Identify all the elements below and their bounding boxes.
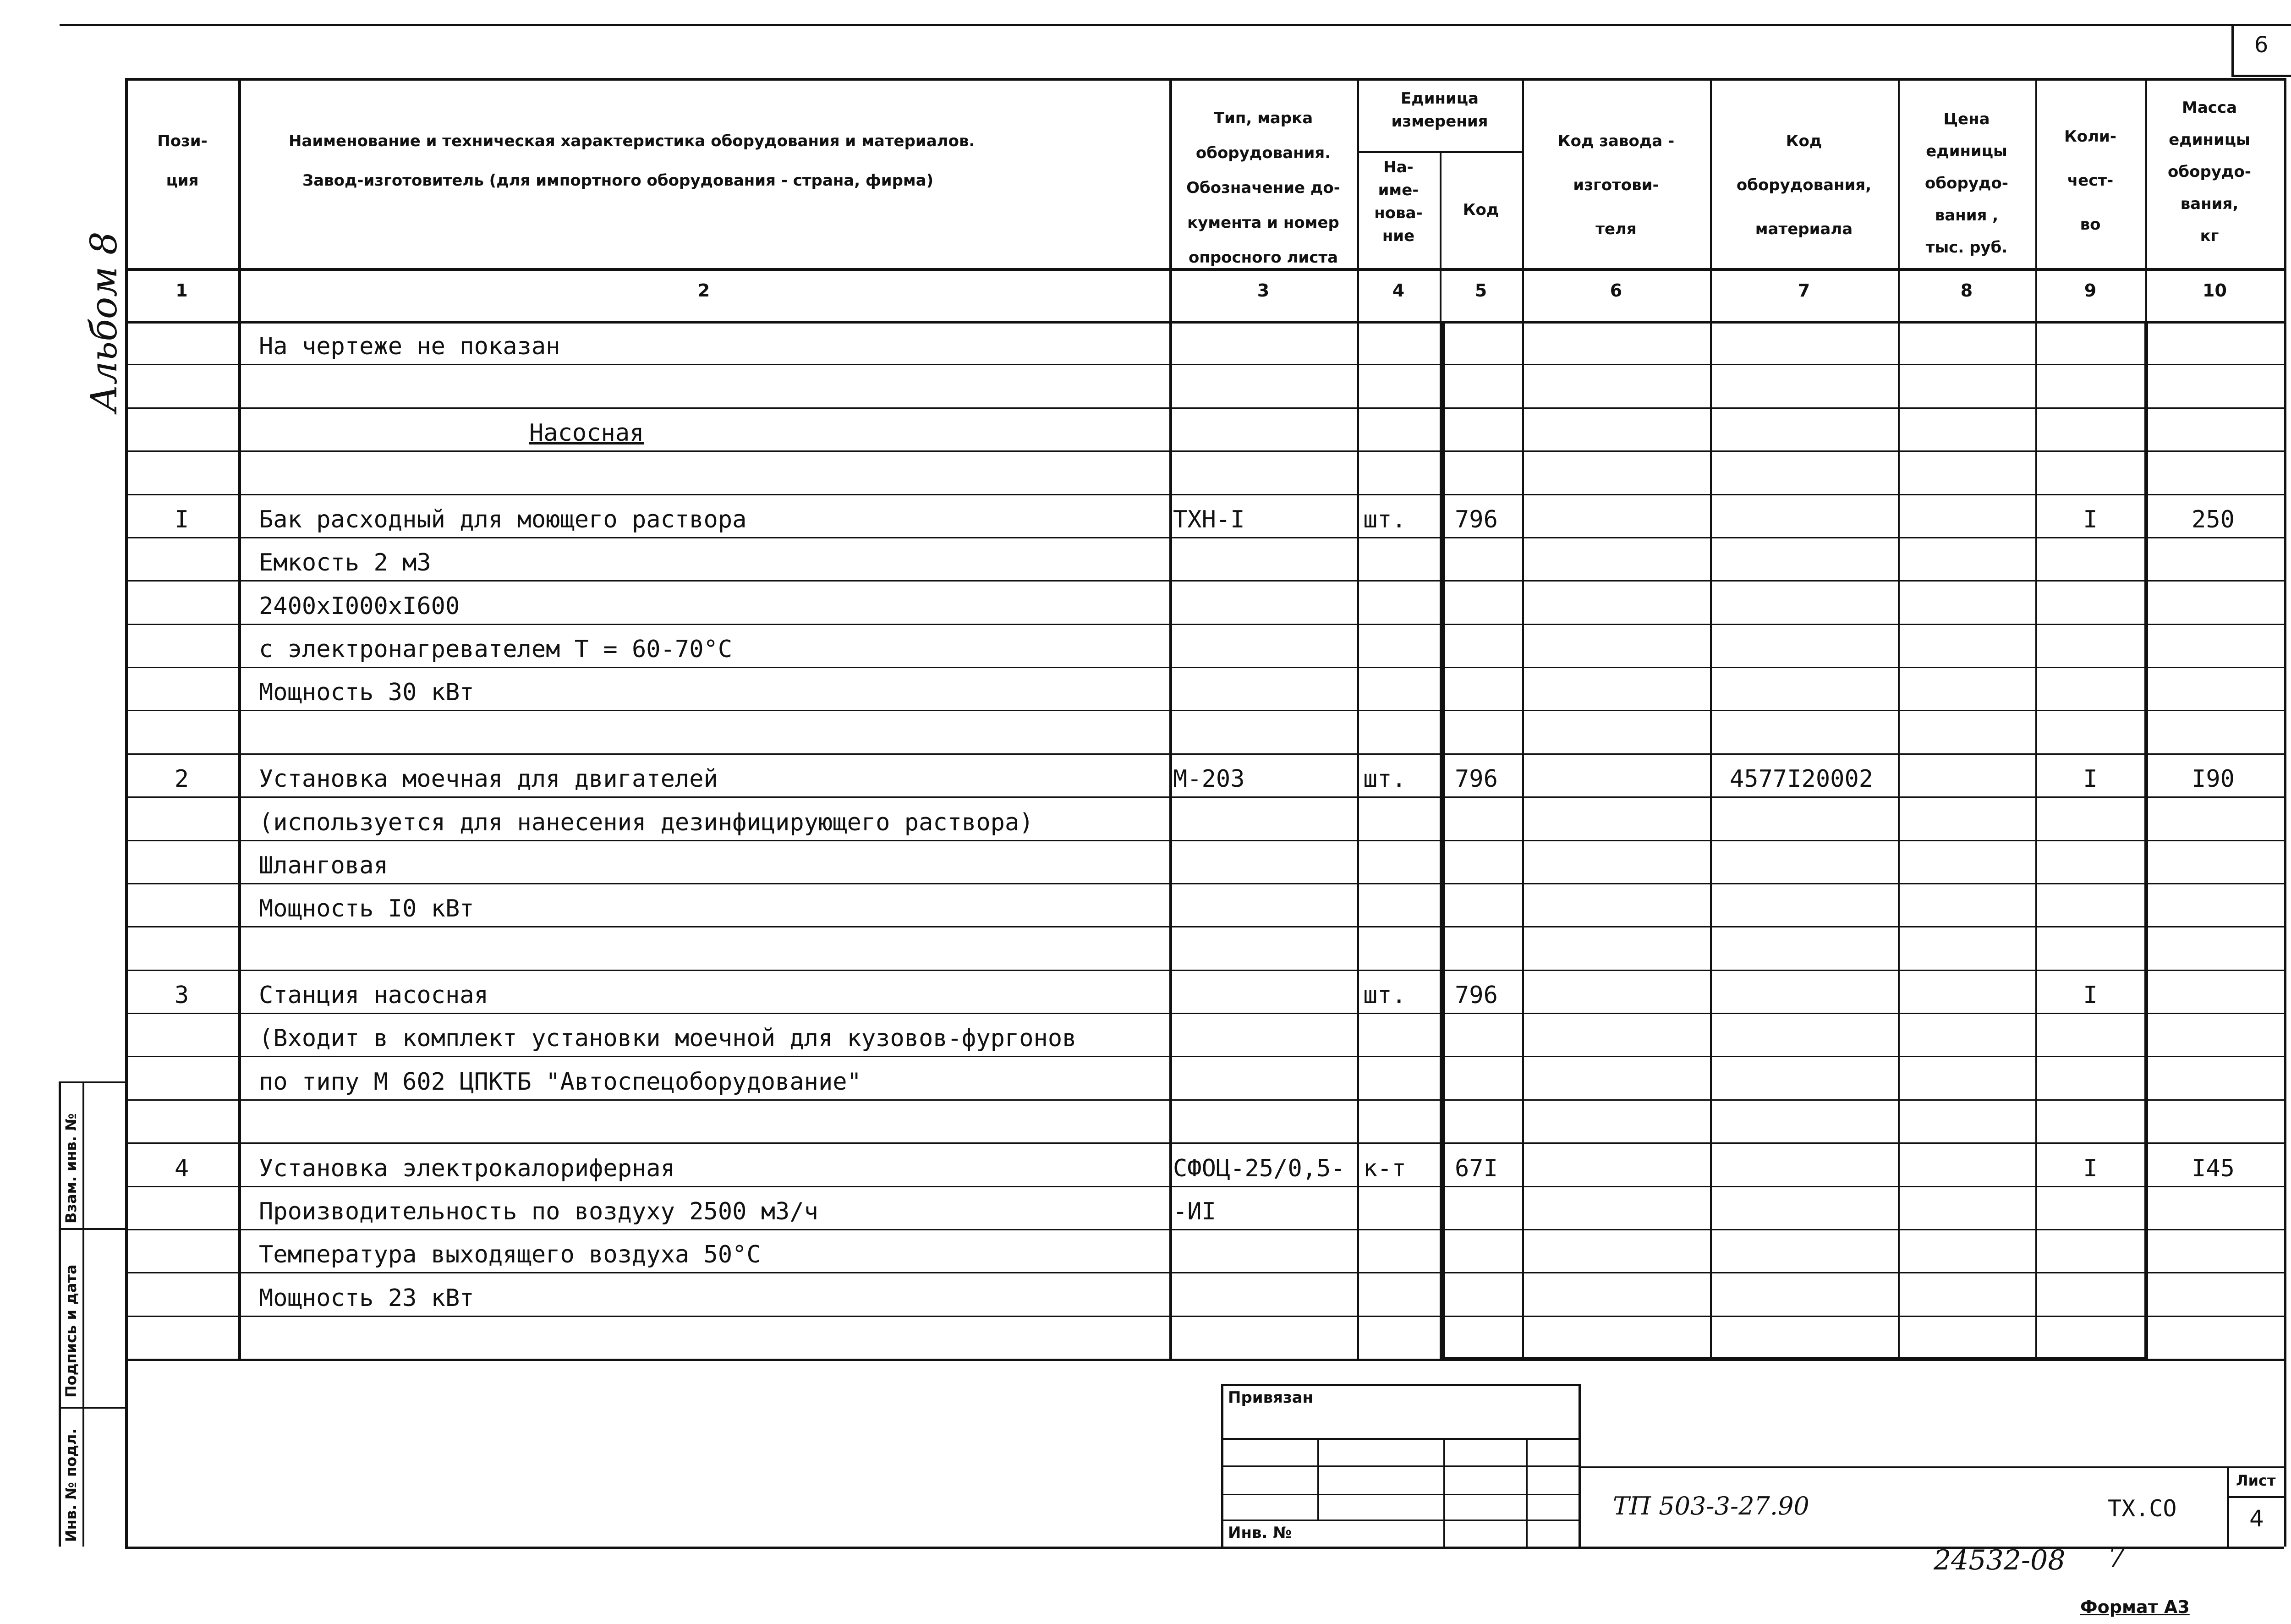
column-number: 2 (697, 280, 710, 301)
side-vzam-label: Взам. инв. № (62, 1113, 80, 1223)
row-name: Мощность 23 кВт (259, 1284, 474, 1312)
album-label: Альбом 8 (82, 231, 125, 412)
column-number: 8 (1960, 280, 1973, 301)
row-name: Станция насосная (259, 982, 488, 1009)
row-name: Мощность I0 кВт (259, 895, 474, 923)
row-unit: шт. (1363, 982, 1406, 1009)
header-mass: Масса единицы оборудо- вания, кг (2168, 99, 2251, 245)
row-name: (Входит в комплект установки моечной для кузовов-фургонов (259, 1025, 1077, 1053)
row-name: Установка электрокалориферная (259, 1154, 675, 1182)
header-unit-name: На- име- нова- ние (1374, 158, 1423, 245)
row-name: Мощность 30 кВт (259, 679, 474, 707)
header-type: Тип, марка оборудования. Обозначение до- кумента и номер опросного листа (1186, 109, 1340, 267)
row-eq_code: 4577I20002 (1730, 765, 1874, 793)
document-code: ТП 503-3-27.90 (1613, 1492, 1809, 1520)
row-name: Бак расходный для моющего раствора (259, 505, 747, 533)
header-quantity: Коли- чест- во (2064, 127, 2116, 234)
sheet-top-number: 6 (2254, 32, 2269, 58)
row-code: 67I (1455, 1154, 1498, 1182)
row-code: 796 (1455, 505, 1498, 533)
row-name: Температура выходящего воздуха 50°С (259, 1241, 761, 1269)
header-unit-code: Код (1463, 201, 1499, 219)
archive-number: 24532-08 (1934, 1544, 2066, 1576)
row-mass: I90 (2192, 765, 2235, 793)
sheet-label: Лист (2236, 1472, 2276, 1489)
row-name: Установка моечная для двигателей (259, 765, 718, 793)
row-pos: 4 (174, 1154, 189, 1182)
row-qty: I (2083, 505, 2098, 533)
column-number: 6 (1610, 280, 1622, 301)
row-mass: 250 (2192, 505, 2235, 533)
header-name: Наименование и техническая характеристика оборудования и материалов. Завод-изготовитель (для импортного оборудования - страна, фирма) (289, 132, 975, 190)
row-unit: к-т (1363, 1154, 1406, 1182)
column-number: 1 (175, 280, 188, 301)
row-unit: шт. (1363, 505, 1406, 533)
header-position: Пози- ция (157, 132, 208, 190)
row-name: по типу М 602 ЦПКТБ "Автоспецоборудование" (259, 1068, 861, 1096)
row-name: с электронагревателем Т = 60-70°С (259, 636, 733, 663)
row-pos: 3 (174, 982, 189, 1009)
header-price: Цена единицы оборудо- вания , тыс. руб. (1925, 110, 2008, 257)
column-number: 7 (1798, 280, 1810, 301)
side-inv-sub-label: Инв. № подл. (62, 1428, 80, 1542)
format-label: Формат А3 (2080, 1597, 2190, 1617)
row-name: Шланговая (259, 851, 388, 879)
row-mass: I45 (2192, 1154, 2235, 1182)
row-code: 796 (1455, 982, 1498, 1009)
header-factory-code: Код завода - изготови- теля (1557, 132, 1675, 238)
row-type: -ИI (1173, 1197, 1216, 1225)
side-sign-date-label: Подпись и дата (62, 1264, 80, 1398)
header-unit-group: Единица измерения (1391, 89, 1488, 131)
document-suffix: ТХ.СО (2108, 1495, 2177, 1522)
row-pos: I (174, 505, 189, 533)
row-code: 796 (1455, 765, 1498, 793)
row-name: Насосная (529, 419, 644, 447)
stamp-bound-label: Привязан (1228, 1388, 1314, 1407)
row-type: М-203 (1173, 765, 1245, 793)
archive-page: 7 (2108, 1542, 2126, 1574)
header-equipment-code: Код оборудования, материала (1736, 132, 1872, 238)
row-name: Производительность по воздуху 2500 м3/ч (259, 1197, 818, 1225)
row-name: (используется для нанесения дезинфицирующего раствора) (259, 808, 1034, 836)
row-unit: шт. (1363, 765, 1406, 793)
row-qty: I (2083, 1154, 2098, 1182)
row-qty: I (2083, 982, 2098, 1009)
row-type: СФОЦ-25/0,5- (1173, 1154, 1345, 1182)
row-name: 2400хI000хI600 (259, 592, 460, 620)
column-number: 3 (1257, 280, 1270, 301)
column-number: 10 (2203, 280, 2227, 301)
row-qty: I (2083, 765, 2098, 793)
row-name: Емкость 2 м3 (259, 549, 431, 577)
stamp-inv-label: Инв. № (1228, 1524, 1292, 1542)
sheet-number: 4 (2249, 1505, 2264, 1532)
row-type: ТХН-I (1173, 505, 1245, 533)
column-number: 5 (1474, 280, 1487, 301)
row-pos: 2 (174, 765, 189, 793)
column-number: 9 (2084, 280, 2097, 301)
column-number: 4 (1392, 280, 1405, 301)
row-name: На чертеже не показан (259, 333, 560, 361)
